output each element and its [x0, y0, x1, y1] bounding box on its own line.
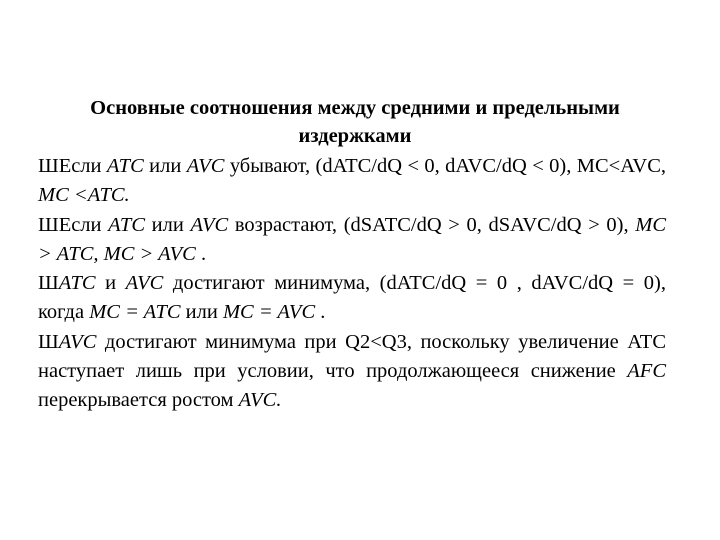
text-run: Если — [58, 155, 107, 177]
paragraph-1 — [38, 152, 666, 211]
text-run: AVC — [58, 330, 97, 353]
text-run: AVC — [190, 213, 229, 236]
text-run: MC = AVC — [222, 301, 316, 324]
text-run: достигают минимума при Q2<Q3, поскольку увеличение ATC наступает лишь при условии, что продолжающееся снижение — [38, 330, 666, 383]
paragraph-2 — [38, 211, 666, 270]
text-run: MC = ATC — [89, 301, 181, 324]
bullet-marker: Ш — [38, 330, 59, 353]
text-run: и — [95, 272, 126, 295]
paragraph-4 — [38, 328, 666, 416]
text-run: AVC — [186, 155, 225, 177]
text-run: . — [315, 301, 326, 324]
text-run: ATC — [106, 155, 144, 177]
text-run: MC > ATC, MC > AVC — [38, 213, 666, 265]
text-run: достигают минимума, (dATC/dQ = 0 , dAVC/dQ = 0), когда — [38, 272, 666, 324]
text-run: AVC. — [238, 389, 282, 412]
text-run: MC <ATC. — [38, 184, 130, 207]
paragraph-3 — [38, 269, 666, 328]
bullet-marker: Ш — [38, 155, 59, 177]
text-run: AFC — [627, 360, 666, 383]
text-run: возрастают, (dSATC/dQ > 0, dSAVC/dQ > 0), — [228, 213, 636, 236]
text-run: AVC — [125, 272, 164, 295]
text-run: перекрывается ростом — [38, 389, 239, 412]
text-run: . — [195, 242, 207, 265]
slide-title: Основные соотношения между средними и предельными издержками — [90, 97, 620, 147]
slide-content — [38, 94, 666, 416]
text-run: ATC — [58, 272, 96, 295]
text-run: или — [180, 301, 223, 324]
text-run: Если — [58, 213, 109, 236]
text-run: убывают, (dATC/dQ < 0, dAVC/dQ < 0), MC<AVC, — [224, 155, 666, 177]
text-run: ATC — [108, 213, 145, 236]
text-run: или — [143, 155, 187, 177]
bullet-marker: Ш — [38, 272, 59, 295]
text-run: или — [145, 213, 191, 236]
bullet-marker: Ш — [38, 213, 59, 236]
